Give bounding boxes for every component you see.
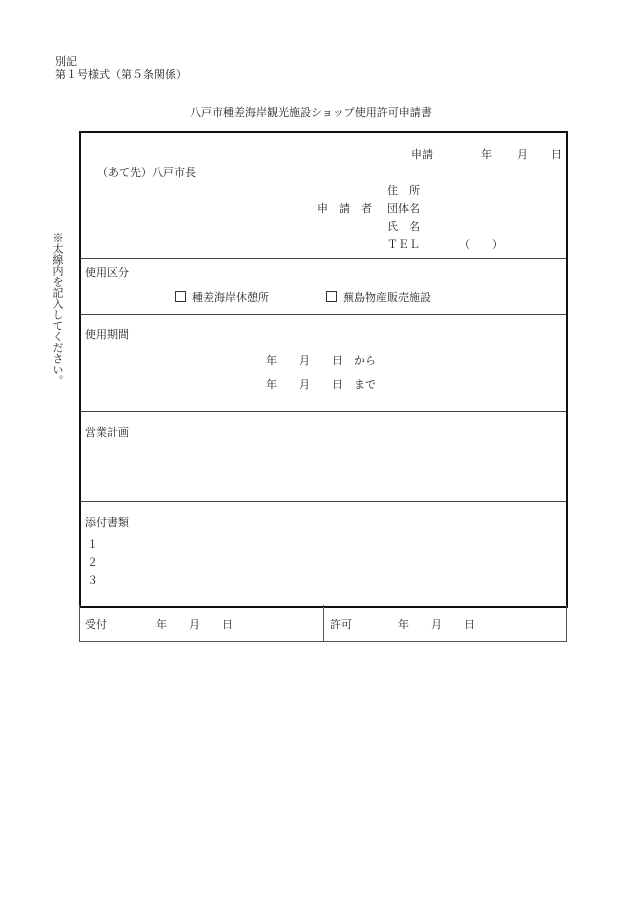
- tel-area-code[interactable]: （ ）: [459, 238, 503, 251]
- application-form: [79, 131, 568, 608]
- usage-period-label: 使用期間: [85, 328, 129, 341]
- addressee: （あて先）八戸市長: [97, 166, 196, 179]
- received-date: 年 月 日: [156, 618, 233, 631]
- business-plan-field[interactable]: [85, 443, 555, 495]
- usage-option-label: 種差海岸休憩所: [192, 291, 269, 304]
- tel-label[interactable]: ＴＥＬ: [387, 238, 420, 251]
- divider: [81, 258, 566, 259]
- usage-option-label: 蕪島物産販売施設: [343, 291, 431, 304]
- business-plan-label: 営業計画: [85, 426, 129, 439]
- usage-option-rest-area[interactable]: [175, 291, 269, 305]
- fill-instruction-note: ※太線内を記入してください。: [51, 232, 64, 386]
- attachment-item-3[interactable]: ３: [87, 574, 98, 587]
- apply-date-label: 申請: [411, 148, 433, 161]
- attachment-item-2[interactable]: ２: [87, 556, 98, 569]
- checkbox-icon[interactable]: [326, 291, 337, 302]
- attachment-item-1[interactable]: １: [87, 538, 98, 551]
- form-number-label: 第１号様式（第５条関係）: [55, 68, 187, 81]
- name-label[interactable]: 氏 名: [387, 220, 420, 233]
- usage-category-label: 使用区分: [85, 266, 129, 279]
- period-to[interactable]: 年 月 日 まで: [266, 378, 376, 391]
- divider: [81, 314, 566, 315]
- form-title: 八戸市種差海岸観光施設ショップ使用許可申請書: [190, 106, 432, 119]
- period-from[interactable]: 年 月 日 から: [266, 354, 376, 367]
- applicant-label: 申 請 者: [317, 202, 372, 215]
- apply-year-label[interactable]: 年: [481, 148, 492, 161]
- apply-day-label[interactable]: 日: [551, 148, 562, 161]
- address-label[interactable]: 住 所: [387, 184, 420, 197]
- form-annex-label: 別記: [55, 55, 77, 68]
- received-label: 受付: [85, 618, 107, 631]
- apply-month-label[interactable]: 月: [517, 148, 528, 161]
- divider: [81, 411, 566, 412]
- usage-option-shop[interactable]: [326, 291, 431, 305]
- attachments-label: 添付書類: [85, 516, 129, 529]
- permit-date: 年 月 日: [398, 618, 475, 631]
- checkbox-icon[interactable]: [175, 291, 186, 302]
- office-use-row: [79, 605, 567, 642]
- divider: [81, 501, 566, 502]
- permit-label: 許可: [330, 618, 352, 631]
- org-name-label[interactable]: 団体名: [387, 202, 420, 215]
- footer-divider: [323, 605, 324, 641]
